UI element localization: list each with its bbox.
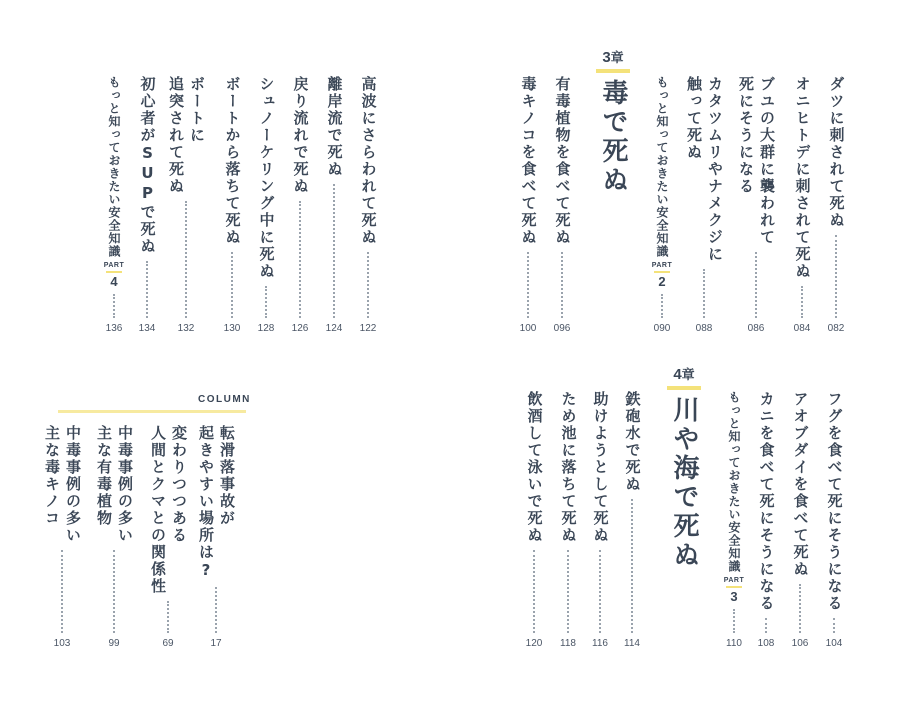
toc-entry-title xyxy=(140,76,155,255)
toc-entry-title xyxy=(521,76,536,246)
chapter-4-label: 4章 xyxy=(673,366,695,383)
toc-entry[interactable] xyxy=(718,391,750,649)
toc-entry-title xyxy=(198,425,234,581)
toc-entry-line: 助けようとして死ぬ xyxy=(591,391,610,544)
toc-entry-line: ブユの大群に襲われて xyxy=(758,76,776,246)
toc-entry-line: 高波にさらわれて死ぬ xyxy=(359,76,378,246)
toc-entry-title xyxy=(656,76,668,258)
part-number: 4 xyxy=(110,274,118,289)
page-number: 134 xyxy=(138,323,156,334)
toc-entry-title xyxy=(738,76,774,246)
page-number: 136 xyxy=(105,323,123,334)
toc-entry-line: ダツに刺されて死ぬ xyxy=(827,76,846,229)
page-number: 103 xyxy=(53,638,71,649)
page-number: 132 xyxy=(177,323,195,334)
toc-entry[interactable] xyxy=(512,76,544,334)
toc-entry-line: 触って死ぬ xyxy=(685,76,703,161)
toc-entry-title xyxy=(827,391,842,612)
toc-entry[interactable] xyxy=(584,391,616,649)
page-number: 086 xyxy=(747,323,765,334)
chapter-4-rule xyxy=(667,386,701,390)
toc-entry-line: 戻り流れで死ぬ xyxy=(291,76,310,195)
toc-entry-line: ボートに xyxy=(188,76,206,144)
toc-entry[interactable] xyxy=(518,391,550,649)
toc-entry-line: 中毒事例の多い xyxy=(116,425,134,544)
toc-entry-line: 起きやすい場所は? xyxy=(197,425,215,581)
toc-entry-line: シュノーケリング中に死ぬ xyxy=(257,76,276,280)
toc-entry-line: 追突されて死ぬ xyxy=(167,76,185,195)
toc-entry[interactable] xyxy=(820,76,852,334)
toc-entry-title xyxy=(593,391,608,544)
leader-dots xyxy=(661,294,663,318)
toc-entry-line: もっと知っておきたい安全知識 xyxy=(107,76,121,258)
chapter-3-label: 3章 xyxy=(602,49,624,66)
leader-dots xyxy=(333,184,335,318)
toc-entry-title xyxy=(555,76,570,246)
part-label: PART xyxy=(103,262,125,269)
part-label: PART xyxy=(723,577,745,584)
leader-dots xyxy=(765,618,767,633)
chapter-4-title: 川や海で死ぬ xyxy=(669,396,699,570)
toc-entry-line: ボートから落ちて死ぬ xyxy=(223,76,242,246)
toc-entry-line: アオブダイを食べて死ぬ xyxy=(791,391,810,578)
leader-dots xyxy=(733,609,735,633)
toc-entry[interactable] xyxy=(552,391,584,649)
toc-entry-line: オニヒトデに刺されて死ぬ xyxy=(793,76,812,280)
toc-entry-line: もっと知っておきたい安全知識 xyxy=(727,391,741,573)
toc-entry-line: 鉄砲水で死ぬ xyxy=(623,391,642,493)
page-number: 110 xyxy=(726,638,742,649)
part-rule xyxy=(726,586,742,588)
toc-entry[interactable] xyxy=(250,76,282,334)
toc-entry[interactable] xyxy=(216,76,248,334)
leader-dots xyxy=(231,252,233,318)
page-number: 084 xyxy=(793,323,811,334)
toc-entry-line: 中毒事例の多い xyxy=(64,425,82,544)
toc-entry-title xyxy=(728,391,740,573)
toc-entry-title xyxy=(561,391,576,544)
toc-entry[interactable] xyxy=(159,76,213,334)
leader-dots xyxy=(299,201,301,318)
page-number: 082 xyxy=(827,323,845,334)
column-heading-rule xyxy=(58,410,246,413)
leader-dots xyxy=(833,618,835,633)
page-number: 104 xyxy=(825,638,843,649)
toc-entry-line: カニを食べて死にそうになる xyxy=(757,391,776,612)
page-number: 116 xyxy=(592,638,608,649)
toc-entry-title xyxy=(327,76,342,178)
toc-entry-line: 死にそうになる xyxy=(737,76,755,195)
toc-entry[interactable] xyxy=(35,425,89,649)
leader-dots xyxy=(215,587,217,633)
leader-dots xyxy=(527,252,529,318)
page-number: 126 xyxy=(291,323,309,334)
leader-dots xyxy=(561,252,563,318)
chapter-3-heading xyxy=(596,50,630,195)
toc-entry-line: カタツムリやナメクジに xyxy=(706,76,724,263)
page-number: 128 xyxy=(257,323,275,334)
toc-entry[interactable] xyxy=(189,425,243,649)
part-label: PART xyxy=(651,262,673,269)
part-number: 2 xyxy=(658,274,666,289)
toc-entry-line: 飲酒して泳いで死ぬ xyxy=(525,391,544,544)
toc-entry-line: 離岸流で死ぬ xyxy=(325,76,344,178)
leader-dots xyxy=(61,550,63,633)
toc-entry-line: ため池に落ちて死ぬ xyxy=(559,391,578,544)
toc-entry[interactable] xyxy=(786,76,818,334)
page-number: 130 xyxy=(223,323,241,334)
page-number: 99 xyxy=(108,638,120,649)
toc-entry-line: 主な有毒植物 xyxy=(95,425,113,527)
toc-entry-title xyxy=(759,391,774,612)
toc-entry-title xyxy=(108,76,120,258)
toc-entry[interactable] xyxy=(616,391,648,649)
toc-entry-title xyxy=(225,76,240,246)
toc-entry-title xyxy=(686,76,722,263)
toc-entry-title xyxy=(293,76,308,195)
toc-entry-line: 初心者がSUPで死ぬ xyxy=(138,76,157,255)
leader-dots xyxy=(631,499,633,633)
toc-entry-title xyxy=(625,391,640,493)
leader-dots xyxy=(113,550,115,633)
page-number: 122 xyxy=(359,323,377,334)
toc-entry[interactable] xyxy=(87,425,141,649)
leader-dots xyxy=(533,550,535,633)
toc-entry[interactable] xyxy=(546,76,578,334)
toc-entry[interactable] xyxy=(784,391,816,649)
leader-dots xyxy=(567,550,569,633)
toc-entry[interactable] xyxy=(729,76,783,334)
page-number: 120 xyxy=(525,638,543,649)
column-heading: COLUMN xyxy=(198,394,251,405)
leader-dots xyxy=(755,252,757,318)
page-number: 118 xyxy=(560,638,576,649)
page-number: 69 xyxy=(162,638,174,649)
toc-entry[interactable] xyxy=(818,391,850,649)
toc-entry-line: 主な毒キノコ xyxy=(43,425,61,527)
toc-entry[interactable] xyxy=(750,391,782,649)
leader-dots xyxy=(113,294,115,318)
toc-entry-title xyxy=(259,76,274,280)
page-number: 088 xyxy=(695,323,713,334)
part-marker xyxy=(104,262,125,288)
toc-entry-title xyxy=(527,391,542,544)
toc-entry-title xyxy=(793,391,808,578)
leader-dots xyxy=(265,286,267,318)
leader-dots xyxy=(599,550,601,633)
chapter-3-title: 毒で死ぬ xyxy=(598,79,628,195)
toc-entry[interactable] xyxy=(141,425,195,649)
toc-entry-line: フグを食べて死にそうになる xyxy=(825,391,844,612)
leader-dots xyxy=(835,235,837,318)
toc-entry-line: もっと知っておきたい安全知識 xyxy=(655,76,669,258)
toc-entry[interactable] xyxy=(318,76,350,334)
toc-entry[interactable] xyxy=(284,76,316,334)
leader-dots xyxy=(167,601,169,633)
page-number: 096 xyxy=(553,323,571,334)
toc-entry-title xyxy=(829,76,844,229)
leader-dots xyxy=(367,252,369,318)
toc-entry[interactable] xyxy=(98,76,130,334)
page-number: 17 xyxy=(210,638,222,649)
toc-entry-line: 人間とクマとの関係性 xyxy=(149,425,167,595)
page-number: 090 xyxy=(653,323,671,334)
toc-entry[interactable] xyxy=(677,76,731,334)
chapter-4-heading xyxy=(667,367,701,570)
page-number: 108 xyxy=(757,638,775,649)
toc-entry-line: 有毒植物を食べて死ぬ xyxy=(553,76,572,246)
toc-entry[interactable] xyxy=(646,76,678,334)
part-rule xyxy=(106,271,122,273)
leader-dots xyxy=(703,269,705,318)
page-number: 100 xyxy=(519,323,537,334)
toc-entry-title xyxy=(168,76,204,195)
toc-entry-title xyxy=(795,76,810,280)
leader-dots xyxy=(801,286,803,318)
toc-entry-title xyxy=(150,425,186,595)
part-number: 3 xyxy=(730,589,738,604)
toc-entry-line: 毒キノコを食べて死ぬ xyxy=(519,76,538,246)
leader-dots xyxy=(146,261,148,318)
toc-entry-title xyxy=(361,76,376,246)
part-marker xyxy=(652,262,673,288)
toc-entry-title xyxy=(96,425,132,544)
page-number: 106 xyxy=(791,638,809,649)
toc-entry-line: 変わりつつある xyxy=(170,425,188,544)
part-rule xyxy=(654,271,670,273)
toc-entry[interactable] xyxy=(131,76,163,334)
chapter-3-rule xyxy=(596,69,630,73)
leader-dots xyxy=(185,201,187,318)
toc-entry[interactable] xyxy=(352,76,384,334)
page-number: 114 xyxy=(624,638,640,649)
leader-dots xyxy=(799,584,801,633)
toc-entry-title xyxy=(44,425,80,544)
part-marker xyxy=(724,577,745,603)
page-number: 124 xyxy=(325,323,343,334)
toc-entry-line: 転滑落事故が xyxy=(218,425,236,527)
